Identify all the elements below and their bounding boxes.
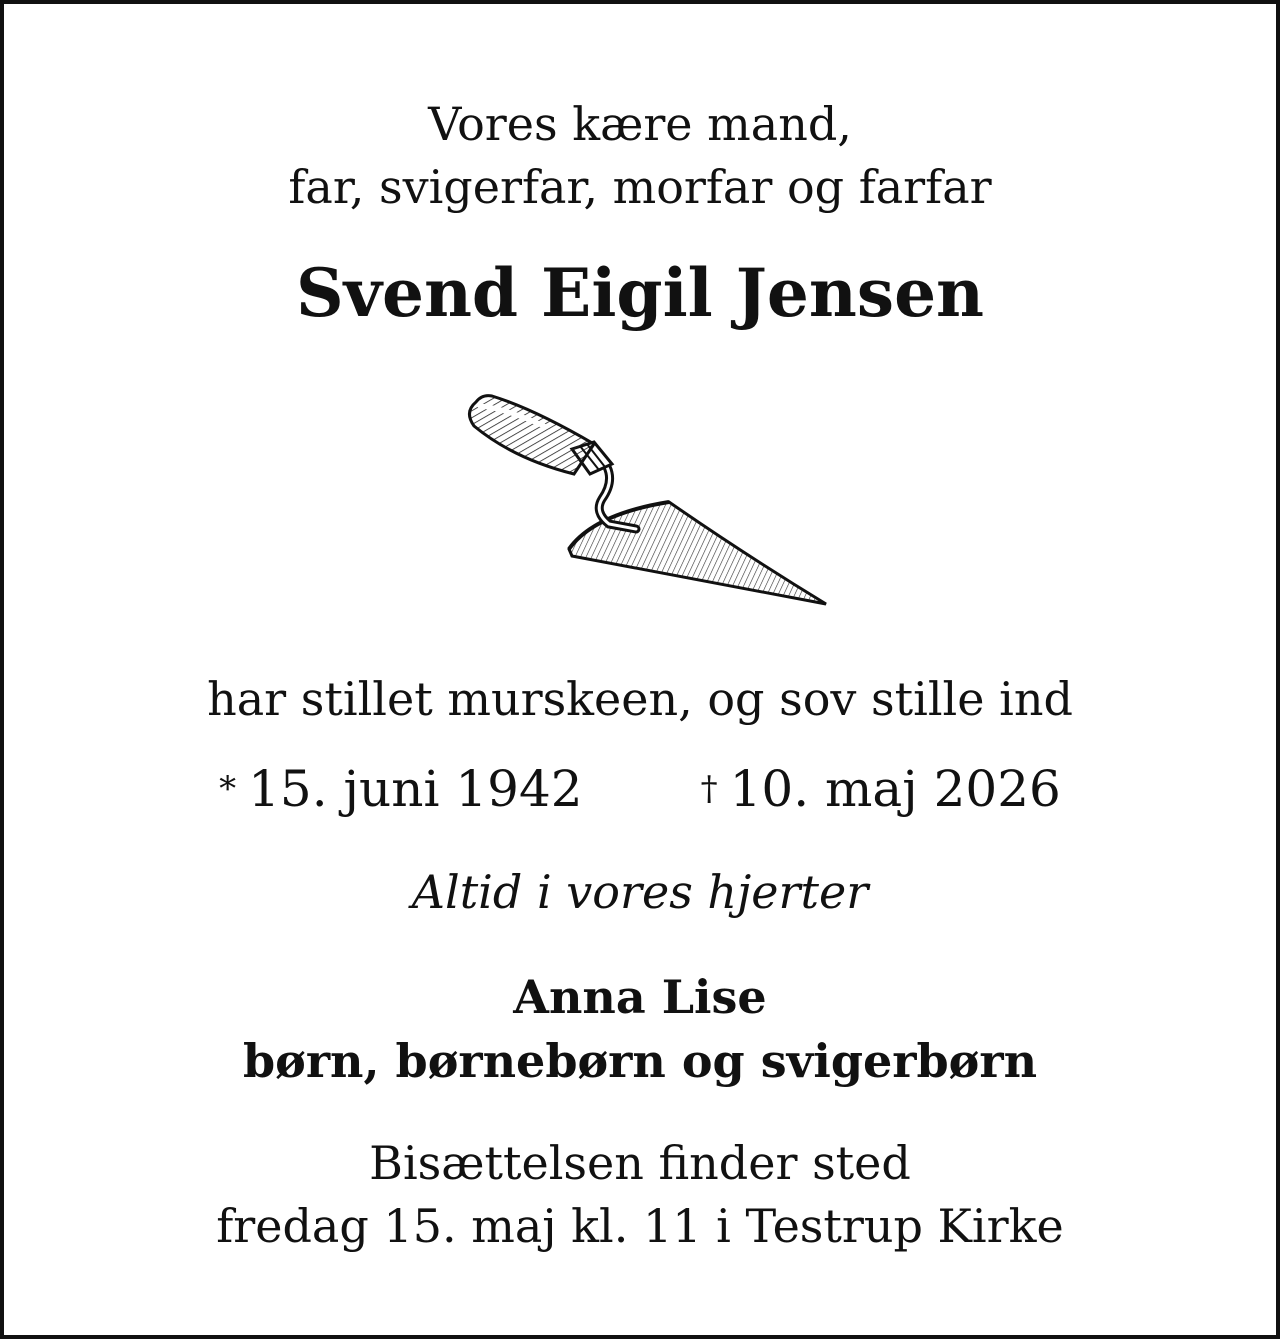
signature-line-1: Anna Lise — [513, 970, 767, 1024]
death-symbol: † — [700, 769, 718, 809]
birth-symbol: * — [219, 769, 237, 809]
intro-line-2: far, svigerfar, morfar og farfar — [288, 160, 992, 214]
signature-line-2: børn, børnebørn og svigerbørn — [242, 1034, 1038, 1088]
life-dates — [4, 760, 1276, 818]
closing-phrase: Altid i vores hjerter — [411, 865, 869, 919]
deceased-name: Svend Eigil Jensen — [295, 254, 985, 332]
intro-line-1: Vores kære mand, — [428, 97, 852, 151]
birth-date: 15. juni 1942 — [248, 760, 583, 818]
funeral-info-line-2: fredag 15. maj kl. 11 i Testrup Kirke — [216, 1199, 1064, 1253]
death-date: 10. maj 2026 — [729, 760, 1061, 818]
funeral-info-line-1: Bisættelsen finder sted — [369, 1136, 911, 1190]
passing-phrase: har stillet murskeen, og sov stille ind — [207, 672, 1073, 726]
trowel-icon — [444, 364, 844, 624]
